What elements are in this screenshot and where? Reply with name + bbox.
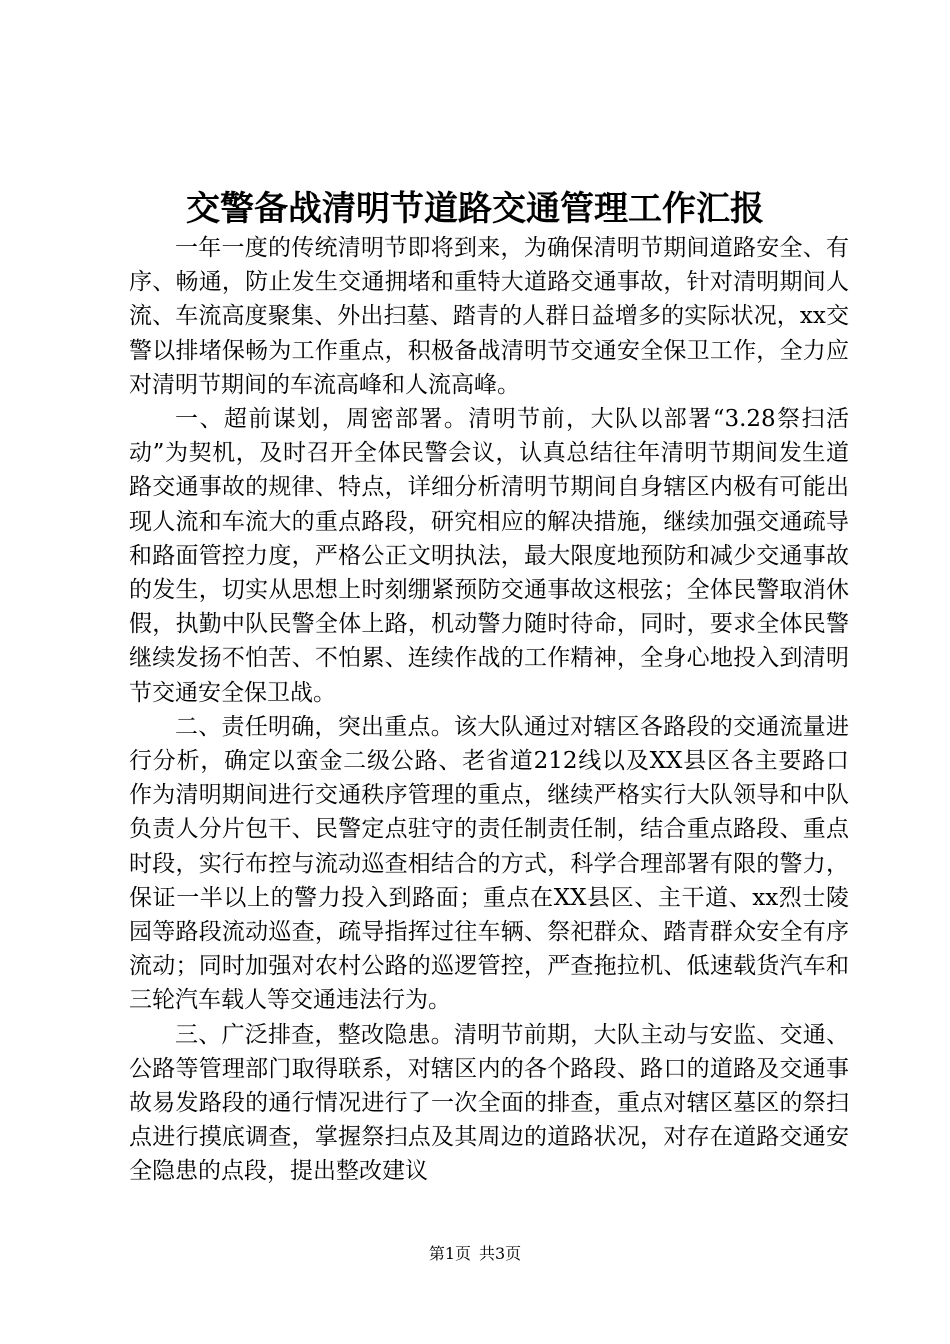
document-title: 交警备战清明节道路交通管理工作汇报 — [186, 189, 764, 229]
paragraph-section-1: 一、超前谋划，周密部署。清明节前，大队以部署“3.28祭扫活动”为契机，及时召开全体民警会议，认真总结往年清明节期间发生道路交通事故的规律、特点，详细分析清明节期间自身辖区内极有可能出现人流和车流大的重点路段，研究相应的解决措施，继续加强交通疏导和路面管控力度，严格公正文明执法，最大限度地预防和减少交通事故的发生，切实从思想上时刻绷紧预防交通事故这根弦；全体民警取消休假，执勤中队民警全体上路，机动警力随时待命，同时，要求全体民警继续发扬不怕苦、不怕累、连续作战的工作精神，全身心地投入到清明节交通安全保卫战。 — [129, 406, 849, 706]
page-total: 共3页 — [479, 1244, 522, 1263]
page-number: 第1页 — [428, 1244, 471, 1263]
page-footer — [0, 1243, 950, 1265]
paragraph-section-3: 三、广泛排查，整改隐患。清明节前期，大队主动与安监、交通、公路等管理部门取得联系，对辖区内的各个路段、路口的道路及交通事故易发路段的通行情况进行了一次全面的排查，重点对辖区墓区的祭扫点进行摸底调查，掌握祭扫点及其周边的道路状况，对存在道路交通安全隐患的点段，提出整改建议 — [129, 1021, 849, 1185]
paragraph-intro: 一年一度的传统清明节即将到来，为确保清明节期间道路安全、有序、畅通，防止发生交通拥堵和重特大道路交通事故，针对清明期间人流、车流高度聚集、外出扫墓、踏青的人群日益增多的实际状况，xx交警以排堵保畅为工作重点，积极备战清明节交通安全保卫工作，全力应对清明节期间的车流高峰和人流高峰。 — [129, 235, 849, 398]
paragraph-section-2: 二、责任明确，突出重点。该大队通过对辖区各路段的交通流量进行分析，确定以蛮金二级公路、老省道212线以及XX县区各主要路口作为清明期间进行交通秩序管理的重点，继续严格实行大队领导和中队负责人分片包干、民警定点驻守的责任制责任制，结合重点路段、重点时段，实行布控与流动巡查相结合的方式，科学合理部署有限的警力，保证一半以上的警力投入到路面；重点在XX县区、主干道、xx烈士陵园等路段流动巡查，疏导指挥过往车辆、祭祀群众、踏青群众安全有序流动；同时加强对农村公路的巡逻管控，严查拖拉机、低速载货汽车和三轮汽车载人等交通违法行为。 — [129, 713, 849, 1014]
document-body — [129, 231, 849, 1189]
